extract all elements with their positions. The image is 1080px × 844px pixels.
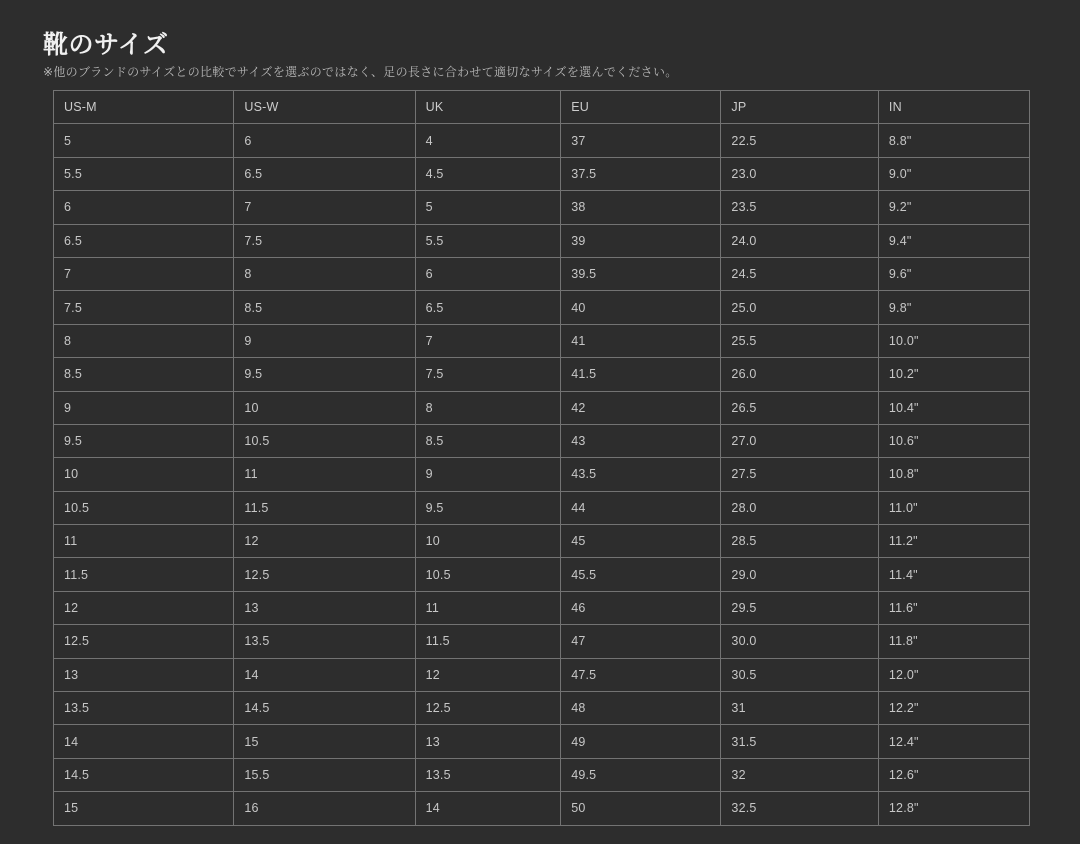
size-cell: 11.6": [878, 591, 1029, 624]
size-cell: 32.5: [721, 792, 878, 825]
size-cell: 11.4": [878, 558, 1029, 591]
size-cell: 29.0: [721, 558, 878, 591]
size-cell: 31.5: [721, 725, 878, 758]
table-header: [54, 91, 1030, 124]
column-header-in: IN: [878, 91, 1029, 124]
size-cell: 11.5: [54, 558, 234, 591]
size-cell: 6.5: [234, 157, 415, 190]
size-cell: 10: [234, 391, 415, 424]
table-row: [54, 424, 1030, 457]
size-cell: 25.0: [721, 291, 878, 324]
size-cell: 14.5: [234, 692, 415, 725]
size-cell: 39.5: [561, 257, 721, 290]
size-cell: 5: [415, 191, 561, 224]
table-row: [54, 358, 1030, 391]
table-row: [54, 458, 1030, 491]
size-cell: 7: [54, 257, 234, 290]
size-cell: 7: [234, 191, 415, 224]
size-note: ※他のブランドのサイズとの比較でサイズを選ぶのではなく、足の長さに合わせて適切なサイズを選んでください。: [43, 65, 678, 79]
size-cell: 23.5: [721, 191, 878, 224]
table-row: [54, 658, 1030, 691]
table-row: [54, 525, 1030, 558]
size-cell: 49.5: [561, 758, 721, 791]
size-cell: 13: [234, 591, 415, 624]
table-body: [54, 124, 1030, 825]
size-cell: 48: [561, 692, 721, 725]
size-cell: 8.5: [54, 358, 234, 391]
size-cell: 12: [415, 658, 561, 691]
size-cell: 40: [561, 291, 721, 324]
size-cell: 37.5: [561, 157, 721, 190]
size-cell: 4.5: [415, 157, 561, 190]
size-cell: 9.5: [234, 358, 415, 391]
size-cell: 11: [415, 591, 561, 624]
size-cell: 30.0: [721, 625, 878, 658]
size-cell: 45: [561, 525, 721, 558]
size-cell: 8.5: [415, 424, 561, 457]
size-cell: 15.5: [234, 758, 415, 791]
size-cell: 28.5: [721, 525, 878, 558]
size-cell: 47: [561, 625, 721, 658]
table-row: [54, 124, 1030, 157]
size-cell: 11: [54, 525, 234, 558]
size-cell: 5.5: [54, 157, 234, 190]
size-cell: 11.8": [878, 625, 1029, 658]
size-cell: 12.8": [878, 792, 1029, 825]
size-cell: 12: [234, 525, 415, 558]
table-row: [54, 324, 1030, 357]
table-row: [54, 625, 1030, 658]
size-cell: 45.5: [561, 558, 721, 591]
size-cell: 11.2": [878, 525, 1029, 558]
size-cell: 9.4": [878, 224, 1029, 257]
size-cell: 13: [415, 725, 561, 758]
size-cell: 38: [561, 191, 721, 224]
size-cell: 13: [54, 658, 234, 691]
size-cell: 6: [234, 124, 415, 157]
size-cell: 10: [415, 525, 561, 558]
size-cell: 10.5: [54, 491, 234, 524]
size-cell: 7.5: [415, 358, 561, 391]
size-cell: 27.0: [721, 424, 878, 457]
size-cell: 10.4": [878, 391, 1029, 424]
size-cell: 25.5: [721, 324, 878, 357]
column-header-us-w: US-W: [234, 91, 415, 124]
page-title: 靴のサイズ: [43, 30, 169, 59]
size-cell: 10.0": [878, 324, 1029, 357]
size-cell: 8: [234, 257, 415, 290]
size-cell: 11.5: [415, 625, 561, 658]
table-row: [54, 224, 1030, 257]
table-row: [54, 391, 1030, 424]
size-cell: 12: [54, 591, 234, 624]
size-cell: 28.0: [721, 491, 878, 524]
size-cell: 14: [234, 658, 415, 691]
size-cell: 15: [234, 725, 415, 758]
size-cell: 43: [561, 424, 721, 457]
table-row: [54, 692, 1030, 725]
size-cell: 31: [721, 692, 878, 725]
size-cell: 29.5: [721, 591, 878, 624]
size-cell: 42: [561, 391, 721, 424]
size-cell: 12.5: [415, 692, 561, 725]
table-row: [54, 758, 1030, 791]
size-cell: 41.5: [561, 358, 721, 391]
size-cell: 10: [54, 458, 234, 491]
size-cell: 4: [415, 124, 561, 157]
size-cell: 15: [54, 792, 234, 825]
size-cell: 30.5: [721, 658, 878, 691]
size-cell: 12.0": [878, 658, 1029, 691]
size-cell: 24.0: [721, 224, 878, 257]
size-cell: 26.5: [721, 391, 878, 424]
size-cell: 10.5: [234, 424, 415, 457]
table-row: [54, 558, 1030, 591]
size-conversion-table: [53, 90, 1030, 826]
table-row: [54, 491, 1030, 524]
size-cell: 6: [415, 257, 561, 290]
size-cell: 9.8": [878, 291, 1029, 324]
size-cell: 9.2": [878, 191, 1029, 224]
size-cell: 12.6": [878, 758, 1029, 791]
size-cell: 6.5: [415, 291, 561, 324]
size-cell: 37: [561, 124, 721, 157]
size-cell: 12.2": [878, 692, 1029, 725]
size-cell: 9: [234, 324, 415, 357]
size-cell: 9: [54, 391, 234, 424]
size-cell: 9: [415, 458, 561, 491]
table-row: [54, 257, 1030, 290]
size-cell: 8: [54, 324, 234, 357]
size-cell: 39: [561, 224, 721, 257]
column-header-us-m: US-M: [54, 91, 234, 124]
size-cell: 46: [561, 591, 721, 624]
size-cell: 8.5: [234, 291, 415, 324]
column-header-uk: UK: [415, 91, 561, 124]
size-cell: 22.5: [721, 124, 878, 157]
header-row: [54, 91, 1030, 124]
table-row: [54, 591, 1030, 624]
size-cell: 9.5: [415, 491, 561, 524]
size-cell: 32: [721, 758, 878, 791]
size-cell: 13.5: [234, 625, 415, 658]
table-row: [54, 725, 1030, 758]
size-cell: 12.5: [234, 558, 415, 591]
size-cell: 44: [561, 491, 721, 524]
size-cell: 8.8": [878, 124, 1029, 157]
size-cell: 10.6": [878, 424, 1029, 457]
size-cell: 11.0": [878, 491, 1029, 524]
size-cell: 7: [415, 324, 561, 357]
size-cell: 23.0: [721, 157, 878, 190]
size-cell: 14: [54, 725, 234, 758]
size-cell: 47.5: [561, 658, 721, 691]
size-cell: 50: [561, 792, 721, 825]
size-cell: 14.5: [54, 758, 234, 791]
size-cell: 9.0": [878, 157, 1029, 190]
size-cell: 10.2": [878, 358, 1029, 391]
size-cell: 12.4": [878, 725, 1029, 758]
size-cell: 9.5: [54, 424, 234, 457]
size-cell: 26.0: [721, 358, 878, 391]
size-cell: 9.6": [878, 257, 1029, 290]
size-cell: 41: [561, 324, 721, 357]
column-header-eu: EU: [561, 91, 721, 124]
table-row: [54, 157, 1030, 190]
size-cell: 16: [234, 792, 415, 825]
size-cell: 13.5: [415, 758, 561, 791]
size-cell: 49: [561, 725, 721, 758]
size-cell: 8: [415, 391, 561, 424]
table-row: [54, 191, 1030, 224]
size-cell: 11: [234, 458, 415, 491]
size-cell: 11.5: [234, 491, 415, 524]
column-header-jp: JP: [721, 91, 878, 124]
size-cell: 10.8": [878, 458, 1029, 491]
table-row: [54, 291, 1030, 324]
size-cell: 13.5: [54, 692, 234, 725]
size-cell: 43.5: [561, 458, 721, 491]
size-cell: 27.5: [721, 458, 878, 491]
size-cell: 14: [415, 792, 561, 825]
size-cell: 5: [54, 124, 234, 157]
table-row: [54, 792, 1030, 825]
size-cell: 6: [54, 191, 234, 224]
size-cell: 5.5: [415, 224, 561, 257]
size-cell: 10.5: [415, 558, 561, 591]
size-cell: 12.5: [54, 625, 234, 658]
size-cell: 7.5: [234, 224, 415, 257]
size-cell: 24.5: [721, 257, 878, 290]
size-cell: 7.5: [54, 291, 234, 324]
size-cell: 6.5: [54, 224, 234, 257]
